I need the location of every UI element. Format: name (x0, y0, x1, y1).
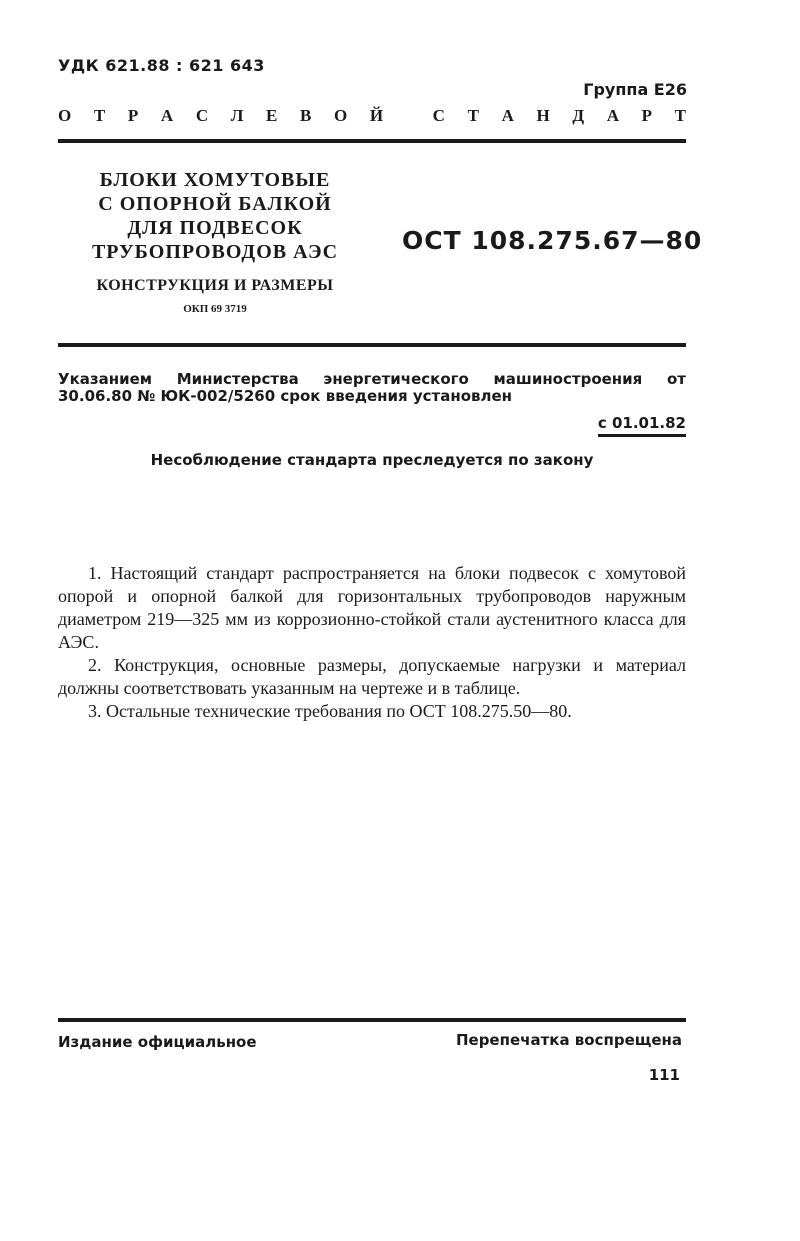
banner-letter: Р (127, 106, 139, 125)
title-line: С ОПОРНОЙ БАЛКОЙ (98, 193, 332, 215)
law-notice: Несоблюдение стандарта преследуется по закону (150, 451, 594, 469)
banner-letter: С (195, 106, 209, 125)
document-subtitle: КОНСТРУКЦИЯ И РАЗМЕРЫ (96, 277, 334, 294)
title-line: БЛОКИ ХОМУТОВЫЕ (99, 169, 331, 191)
standard-banner (58, 106, 686, 126)
banner-letter: Л (230, 106, 244, 125)
banner-letter: Й (369, 106, 384, 125)
standard-code: ОСТ 108.275.67—80 (402, 226, 703, 255)
banner-letter: О (334, 106, 348, 125)
directive-line-1: Указанием Министерства энергетического машиностроения от (58, 370, 686, 388)
document-title (80, 168, 350, 264)
banner-letter: Е (266, 106, 278, 125)
effective-date: с 01.01.82 (598, 414, 686, 437)
paragraph: 3. Остальные технические требования по ОСТ 108.275.50—80. (88, 701, 572, 721)
page-number: 111 (648, 1066, 680, 1084)
banner-letter: Н (536, 106, 550, 125)
banner-letter: С (432, 106, 445, 125)
banner-letter: О (58, 106, 72, 125)
header-divider (58, 139, 686, 143)
banner-spacer (406, 106, 410, 126)
banner-letter: Д (572, 106, 585, 125)
banner-letter: А (501, 106, 514, 125)
title-divider (58, 343, 686, 347)
banner-letter: Т (93, 106, 106, 125)
title-line: ТРУБОПРОВОДОВ АЭС (91, 241, 339, 263)
reprint-note: Перепечатка воспрещена (455, 1031, 682, 1049)
banner-letter: Т (467, 106, 479, 125)
directive-line-2: 30.06.80 № ЮК-002/5260 срок введения установлен (58, 387, 513, 405)
title-line: ДЛЯ ПОДВЕСОК (127, 217, 303, 239)
footer-divider (58, 1018, 686, 1022)
paragraph: 1. Настоящий стандарт распространяется на блоки подвесок с хомутовой опорой и опорной балкой для горизонтальных трубопроводов наружным диаметром 219—325 мм из коррозионно-стойкой стали аустенитного класса для АЭС. (58, 563, 686, 652)
banner-letter: А (606, 106, 619, 125)
udk-code: УДК 621.88 : 621 643 (58, 56, 265, 75)
banner-letter: В (300, 106, 312, 125)
document-body (58, 562, 686, 723)
paragraph: 2. Конструкция, основные размеры, допускаемые нагрузки и материал должны соответствовать указанным на чертеже и в таблице. (58, 655, 686, 698)
banner-letter: Р (641, 106, 653, 125)
banner-letter: Т (674, 106, 686, 125)
edition-note: Издание официальное (58, 1033, 257, 1051)
okp-code: ОКП 69 3719 (183, 303, 247, 315)
group-label: Группа Е26 (583, 80, 687, 99)
banner-letter: А (160, 106, 174, 125)
